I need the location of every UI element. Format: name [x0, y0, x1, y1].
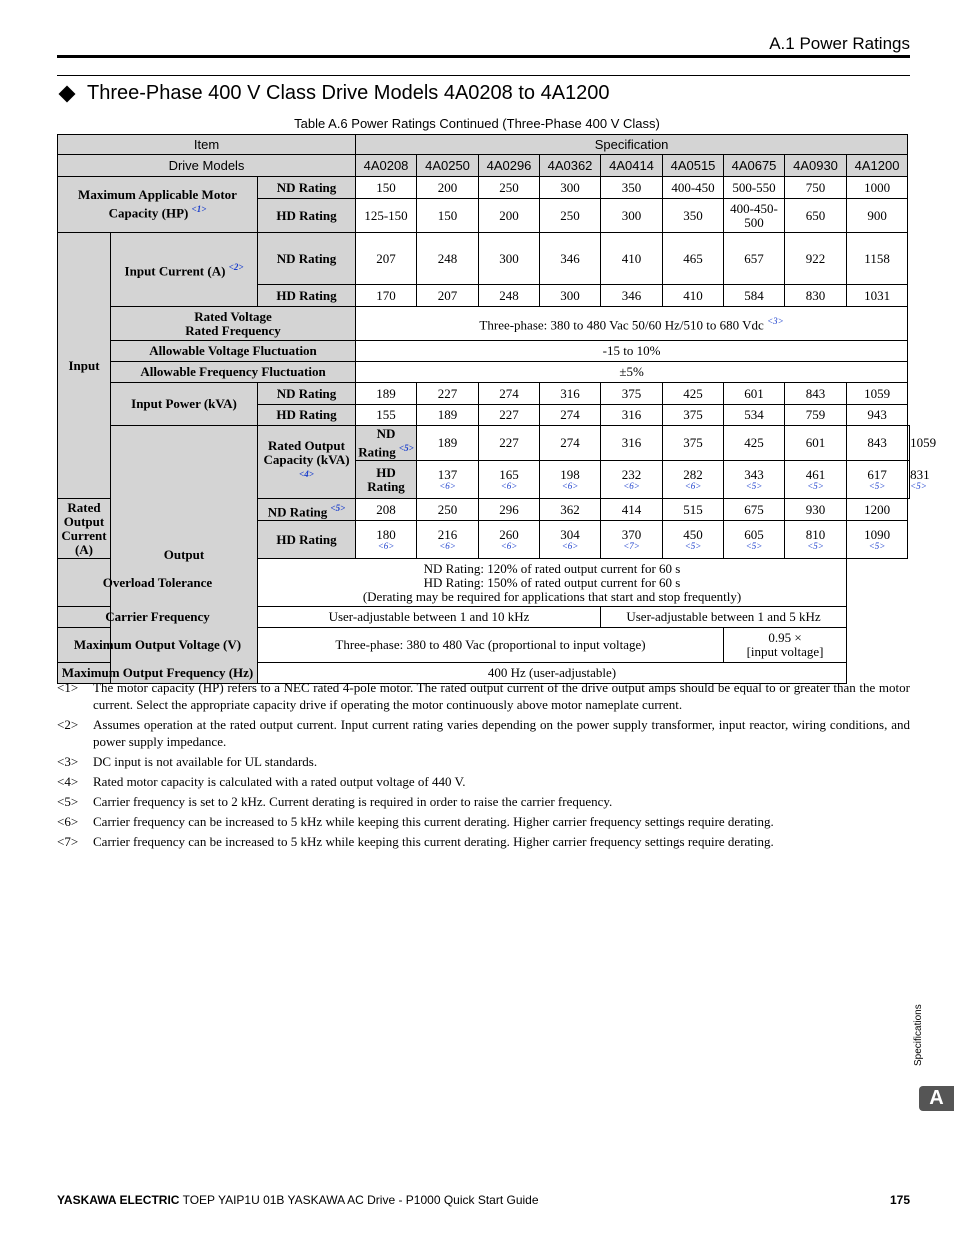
motor-capacity-nd-cell: 200	[417, 177, 479, 199]
output-capacity-hd-cell: 461 <5>	[785, 461, 847, 499]
table-caption: Table A.6 Power Ratings Continued (Three-Phase 400 V Class)	[294, 116, 660, 131]
footer: YASKAWA ELECTRIC TOEP YAIP1U 01B YASKAWA AC Drive - P1000 Quick Start Guide	[57, 1193, 539, 1207]
input-power-nd-cell: 375	[601, 383, 663, 405]
output-capacity-hd-cell: 198 <6>	[540, 461, 601, 499]
overload-tolerance-label: Overload Tolerance	[58, 559, 258, 607]
drive-model-header: 4A0414	[601, 155, 663, 177]
motor-capacity-hd-cell: 125-150	[356, 199, 417, 233]
footnote: <7> Carrier frequency can be increased to 5 kHz while keeping this current derating. Higher carrier frequency settings require derating.	[57, 834, 774, 849]
output-current-nd-cell: 296	[479, 499, 540, 521]
motor-capacity-hd-cell: 650	[785, 199, 847, 233]
input-power-nd-cell: 227	[417, 383, 479, 405]
output-capacity-hd-cell: 137 <6>	[417, 461, 479, 499]
output-capacity-nd-cell: 227	[479, 426, 540, 461]
max-output-frequency-value: 400 Hz (user-adjustable)	[258, 663, 847, 684]
output-capacity-hd-cell: 232 <6>	[601, 461, 663, 499]
input-current-hd-cell: 1031	[847, 285, 908, 307]
input-power-hd-cell: 534	[724, 405, 785, 426]
drive-models-label: Drive Models	[58, 155, 356, 177]
output-current-nd-cell: 930	[785, 499, 847, 521]
input-current-nd-cell: 1158	[847, 233, 908, 285]
output-current-hd-cell: 1090 <5>	[847, 521, 908, 559]
input-power-label: Input Power (kVA)	[111, 383, 258, 426]
motor-capacity-nd-cell: 1000	[847, 177, 908, 199]
footnote: <2> Assumes operation at the rated output current. Input current rating varies depending on the power supply transformer, input reactor, wiring conditions, and power supply impedance.	[57, 717, 910, 749]
hd-rating-label: HD Rating	[258, 199, 356, 233]
output-capacity-hd-cell: 831 <5>	[908, 461, 910, 499]
output-current-hd-cell: 810 <5>	[785, 521, 847, 559]
motor-capacity-hd-cell: 200	[479, 199, 540, 233]
output-current-hd-cell: 180 <6>	[356, 521, 417, 559]
nd-rating-label: ND Rating $^{<5>}$	[258, 499, 356, 521]
input-power-hd-cell: 155	[356, 405, 417, 426]
output-current-nd-cell: 515	[663, 499, 724, 521]
motor-capacity-nd-cell: 350	[601, 177, 663, 199]
input-power-nd-cell: 843	[785, 383, 847, 405]
output-capacity-nd-cell: 843	[847, 426, 908, 461]
drive-model-header: 4A0930	[785, 155, 847, 177]
input-power-nd-cell: 425	[663, 383, 724, 405]
motor-capacity-hd-cell: 150	[417, 199, 479, 233]
hd-rating-label: HD Rating	[356, 461, 417, 499]
footnote: <3> DC input is not available for UL standards.	[57, 754, 318, 769]
rated-output-current-label: Rated Output Current (A)	[58, 499, 111, 559]
diamond-bullet-icon	[59, 85, 76, 102]
motor-capacity-hd-cell: 300	[601, 199, 663, 233]
nd-rating-label: ND Rating	[258, 383, 356, 405]
motor-capacity-nd-cell: 250	[479, 177, 540, 199]
voltage-fluctuation-label: Allowable Voltage Fluctuation	[111, 341, 356, 362]
appendix-tab[interactable]: A	[919, 1086, 954, 1111]
output-capacity-hd-cell: 343 <5>	[724, 461, 785, 499]
output-capacity-nd-cell: 274	[540, 426, 601, 461]
drive-model-header: 4A0675	[724, 155, 785, 177]
section-title-text: Three-Phase 400 V Class Drive Models 4A0208 to 4A1200	[87, 82, 610, 104]
max-output-voltage-label: Maximum Output Voltage (V)	[58, 628, 258, 663]
input-current-nd-cell: 657	[724, 233, 785, 285]
carrier-frequency-value-b: User-adjustable between 1 and 5 kHz	[601, 607, 847, 628]
input-power-hd-cell: 274	[540, 405, 601, 426]
motor-capacity-hd-cell: 400-450-500	[724, 199, 785, 233]
input-current-nd-cell: 300	[479, 233, 540, 285]
max-motor-capacity-label: Maximum Applicable Motor Capacity (HP) $^{<1>}$	[58, 177, 258, 233]
header-rule	[57, 55, 910, 58]
input-power-nd-cell: 1059	[847, 383, 908, 405]
input-power-nd-cell: 274	[479, 383, 540, 405]
drive-model-header: 4A0296	[479, 155, 540, 177]
input-power-hd-cell: 189	[417, 405, 479, 426]
header-title: A.1 Power Ratings	[769, 34, 910, 53]
input-power-hd-cell: 375	[663, 405, 724, 426]
footnote: <4> Rated motor capacity is calculated with a rated output voltage of 440 V.	[57, 774, 466, 789]
input-current-nd-cell: 410	[601, 233, 663, 285]
frequency-fluctuation-label: Allowable Frequency Fluctuation	[111, 362, 356, 383]
output-current-nd-cell: 414	[601, 499, 663, 521]
output-current-hd-cell: 450 <5>	[663, 521, 724, 559]
input-current-nd-cell: 465	[663, 233, 724, 285]
input-power-nd-cell: 189	[356, 383, 417, 405]
footnote: <1> The motor capacity (HP) refers to a NEC rated 4-pole motor. The rated output current of the drive output amps should be equal to or greater than the motor current. Select the appropriate capacity drive if operating the motor continuously above motor nameplate current.	[57, 680, 910, 712]
carrier-frequency-value-a: User-adjustable between 1 and 10 kHz	[258, 607, 601, 628]
motor-capacity-nd-cell: 750	[785, 177, 847, 199]
output-capacity-nd-cell: 601	[785, 426, 847, 461]
output-capacity-hd-cell: 165 <6>	[479, 461, 540, 499]
rated-voltage-value: Three-phase: 380 to 480 Vac 50/60 Hz/510 to 680 Vdc $^{<3>}$	[356, 307, 908, 341]
output-current-nd-cell: 208	[356, 499, 417, 521]
drive-model-header: 4A0208	[356, 155, 417, 177]
motor-capacity-nd-cell: 500-550	[724, 177, 785, 199]
input-power-nd-cell: 601	[724, 383, 785, 405]
input-current-nd-cell: 207	[356, 233, 417, 285]
page-number: 175	[889, 1193, 910, 1207]
hd-rating-label: HD Rating	[258, 285, 356, 307]
output-group-label: Output	[111, 426, 258, 684]
hd-rating-label: HD Rating	[258, 405, 356, 426]
output-current-hd-cell: 260 <6>	[479, 521, 540, 559]
footnote: <5> Carrier frequency is set to 2 kHz. Current derating is required in order to raise the carrier frequency.	[57, 794, 613, 809]
max-output-voltage-value-b: 0.95 × [input voltage]	[724, 628, 847, 663]
output-capacity-nd-cell: 189	[417, 426, 479, 461]
input-power-nd-cell: 316	[540, 383, 601, 405]
drive-model-header: 4A0250	[417, 155, 479, 177]
frequency-fluctuation-value: ±5%	[356, 362, 908, 383]
side-section-label: Specifications	[913, 1004, 924, 1066]
output-current-nd-cell: 250	[417, 499, 479, 521]
input-power-hd-cell: 759	[785, 405, 847, 426]
input-power-hd-cell: 943	[847, 405, 908, 426]
input-current-hd-cell: 584	[724, 285, 785, 307]
input-current-hd-cell: 346	[601, 285, 663, 307]
input-current-hd-cell: 170	[356, 285, 417, 307]
footnotes	[57, 679, 910, 853]
max-output-frequency-label: Maximum Output Frequency (Hz)	[58, 663, 258, 684]
nd-rating-label: ND Rating	[258, 233, 356, 285]
input-current-hd-cell: 830	[785, 285, 847, 307]
output-current-nd-cell: 1200	[847, 499, 908, 521]
section-title	[57, 82, 610, 105]
spec-header: Specification	[356, 135, 908, 155]
output-capacity-hd-cell: 282 <6>	[663, 461, 724, 499]
footnote: <6> Carrier frequency can be increased to 5 kHz while keeping this current derating. Higher carrier frequency settings require derating.	[57, 814, 774, 829]
motor-capacity-hd-cell: 900	[847, 199, 908, 233]
overload-tolerance-value: ND Rating: 120% of rated output current for 60 s HD Rating: 150% of rated output current for 60 s (Derating may be required for applications that start and stop frequently)	[258, 559, 847, 607]
output-capacity-hd-cell: 617 <5>	[847, 461, 908, 499]
input-power-hd-cell: 316	[601, 405, 663, 426]
output-current-hd-cell: 370 <7>	[601, 521, 663, 559]
max-output-voltage-value-a: Three-phase: 380 to 480 Vac (proportional to input voltage)	[258, 628, 724, 663]
output-current-hd-cell: 216 <6>	[417, 521, 479, 559]
input-power-hd-cell: 227	[479, 405, 540, 426]
input-group-label: Input	[58, 233, 111, 499]
drive-model-header: 4A1200	[847, 155, 908, 177]
input-current-hd-cell: 410	[663, 285, 724, 307]
motor-capacity-hd-cell: 250	[540, 199, 601, 233]
output-capacity-nd-cell: 425	[724, 426, 785, 461]
output-capacity-nd-cell: 375	[663, 426, 724, 461]
item-header: Item	[58, 135, 356, 155]
rated-voltage-frequency-label: Rated Voltage Rated Frequency	[111, 307, 356, 341]
power-ratings-table	[57, 134, 937, 684]
rated-output-capacity-label: Rated Output Capacity (kVA) $^{<4>}$	[258, 426, 356, 499]
drive-model-header: 4A0515	[663, 155, 724, 177]
drive-model-header: 4A0362	[540, 155, 601, 177]
input-current-hd-cell: 300	[540, 285, 601, 307]
nd-rating-label: ND Rating $^{<5>}$	[356, 426, 417, 461]
hd-rating-label: HD Rating	[258, 521, 356, 559]
nd-rating-label: ND Rating	[258, 177, 356, 199]
carrier-frequency-label: Carrier Frequency	[58, 607, 258, 628]
output-current-nd-cell: 675	[724, 499, 785, 521]
output-current-hd-cell: 304 <6>	[540, 521, 601, 559]
input-current-nd-cell: 248	[417, 233, 479, 285]
output-current-hd-cell: 605 <5>	[724, 521, 785, 559]
input-current-label: Input Current (A) $^{<2>}$	[111, 233, 258, 307]
voltage-fluctuation-value: -15 to 10%	[356, 341, 908, 362]
motor-capacity-hd-cell: 350	[663, 199, 724, 233]
input-current-hd-cell: 248	[479, 285, 540, 307]
input-current-nd-cell: 346	[540, 233, 601, 285]
input-current-nd-cell: 922	[785, 233, 847, 285]
output-capacity-nd-cell: 316	[601, 426, 663, 461]
motor-capacity-nd-cell: 400-450	[663, 177, 724, 199]
input-current-hd-cell: 207	[417, 285, 479, 307]
header-rule-thin	[57, 75, 910, 76]
output-capacity-nd-cell: 1059	[908, 426, 910, 461]
motor-capacity-nd-cell: 150	[356, 177, 417, 199]
output-current-nd-cell: 362	[540, 499, 601, 521]
motor-capacity-nd-cell: 300	[540, 177, 601, 199]
